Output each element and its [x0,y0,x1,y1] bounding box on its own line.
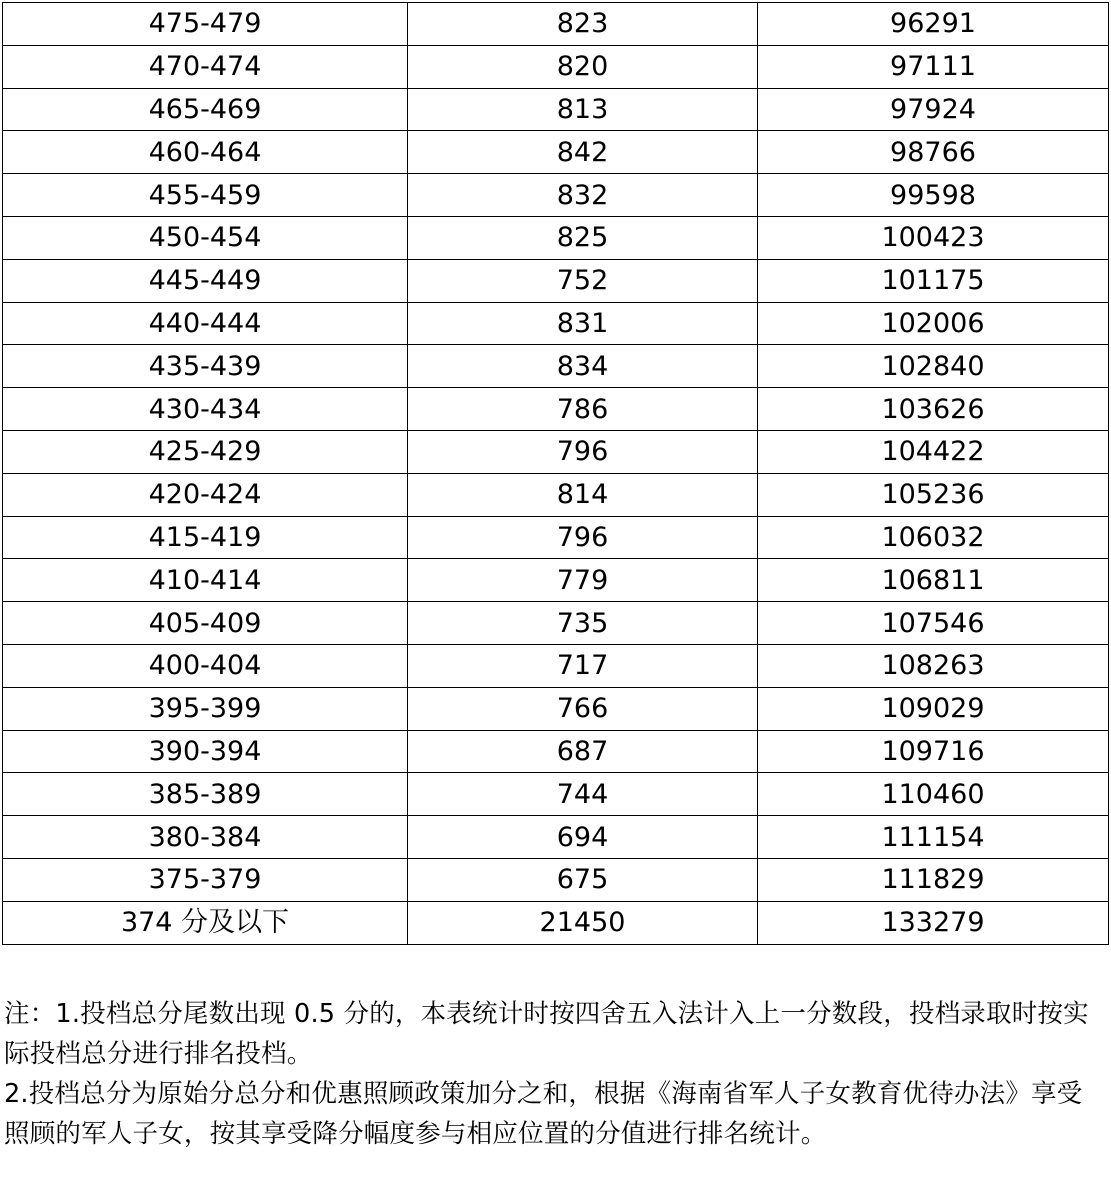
table-row [3,45,1109,88]
count-cell: 813 [408,88,758,131]
table-notes [4,994,1108,1154]
table-row [3,345,1109,388]
score-range-cell: 375-379 [3,858,408,901]
cumulative-count-cell: 108263 [758,644,1109,687]
count-cell: 21450 [408,901,758,944]
score-distribution-table [2,2,1109,945]
score-range-cell: 390-394 [3,730,408,773]
count-cell: 735 [408,602,758,645]
cumulative-count-cell: 105236 [758,473,1109,516]
table-row [3,516,1109,559]
table-row [3,174,1109,217]
count-cell: 796 [408,430,758,473]
cumulative-count-cell: 111154 [758,816,1109,859]
cumulative-count-cell: 107546 [758,602,1109,645]
score-range-cell: 415-419 [3,516,408,559]
table-row [3,131,1109,174]
score-range-cell: 450-454 [3,216,408,259]
score-range-cell: 425-429 [3,430,408,473]
table-row [3,602,1109,645]
cumulative-count-cell: 102006 [758,302,1109,345]
score-range-cell: 465-469 [3,88,408,131]
score-range-cell: 470-474 [3,45,408,88]
score-range-cell: 455-459 [3,174,408,217]
count-cell: 694 [408,816,758,859]
count-cell: 779 [408,559,758,602]
score-range-cell: 380-384 [3,816,408,859]
cumulative-count-cell: 104422 [758,430,1109,473]
table-row [3,302,1109,345]
count-cell: 842 [408,131,758,174]
score-range-cell: 475-479 [3,3,408,46]
count-cell: 832 [408,174,758,217]
count-cell: 820 [408,45,758,88]
table-row [3,644,1109,687]
cumulative-count-cell: 99598 [758,174,1109,217]
table-body [3,3,1109,945]
score-range-cell: 440-444 [3,302,408,345]
count-cell: 675 [408,858,758,901]
table-row [3,473,1109,516]
count-cell: 687 [408,730,758,773]
count-cell: 825 [408,216,758,259]
cumulative-count-cell: 98766 [758,131,1109,174]
count-cell: 814 [408,473,758,516]
score-range-cell: 460-464 [3,131,408,174]
cumulative-count-cell: 110460 [758,773,1109,816]
table-row [3,88,1109,131]
score-range-cell: 410-414 [3,559,408,602]
cumulative-count-cell: 102840 [758,345,1109,388]
table-row [3,816,1109,859]
table-row [3,773,1109,816]
table-row [3,687,1109,730]
score-range-cell: 405-409 [3,602,408,645]
cumulative-count-cell: 97924 [758,88,1109,131]
count-cell: 834 [408,345,758,388]
note-2: 2.投档总分为原始分总分和优惠照顾政策加分之和，根据《海南省军人子女教育优待办法》享受照顾的军人子女，按其享受降分幅度参与相应位置的分值进行排名统计。 [4,1079,1083,1149]
score-range-cell: 400-404 [3,644,408,687]
cumulative-count-cell: 106811 [758,559,1109,602]
table-row [3,3,1109,46]
cumulative-count-cell: 103626 [758,388,1109,431]
score-range-cell: 374 分及以下 [3,901,408,944]
table-row [3,216,1109,259]
score-range-cell: 445-449 [3,259,408,302]
count-cell: 796 [408,516,758,559]
cumulative-count-cell: 101175 [758,259,1109,302]
score-range-cell: 435-439 [3,345,408,388]
table-row [3,259,1109,302]
cumulative-count-cell: 96291 [758,3,1109,46]
note-1: 注：1.投档总分尾数出现 0.5 分的，本表统计时按四舍五入法计入上一分数段，投档录取时按实际投档总分进行排名投档。 [4,999,1089,1069]
cumulative-count-cell: 100423 [758,216,1109,259]
count-cell: 766 [408,687,758,730]
count-cell: 831 [408,302,758,345]
count-cell: 786 [408,388,758,431]
count-cell: 717 [408,644,758,687]
table-row [3,388,1109,431]
cumulative-count-cell: 106032 [758,516,1109,559]
table-row [3,858,1109,901]
cumulative-count-cell: 133279 [758,901,1109,944]
table-row [3,430,1109,473]
cumulative-count-cell: 111829 [758,858,1109,901]
score-range-cell: 385-389 [3,773,408,816]
table-row [3,901,1109,944]
count-cell: 752 [408,259,758,302]
score-range-cell: 420-424 [3,473,408,516]
table-row [3,730,1109,773]
score-range-cell: 395-399 [3,687,408,730]
score-range-cell: 430-434 [3,388,408,431]
table-row [3,559,1109,602]
count-cell: 823 [408,3,758,46]
cumulative-count-cell: 97111 [758,45,1109,88]
cumulative-count-cell: 109029 [758,687,1109,730]
cumulative-count-cell: 109716 [758,730,1109,773]
count-cell: 744 [408,773,758,816]
